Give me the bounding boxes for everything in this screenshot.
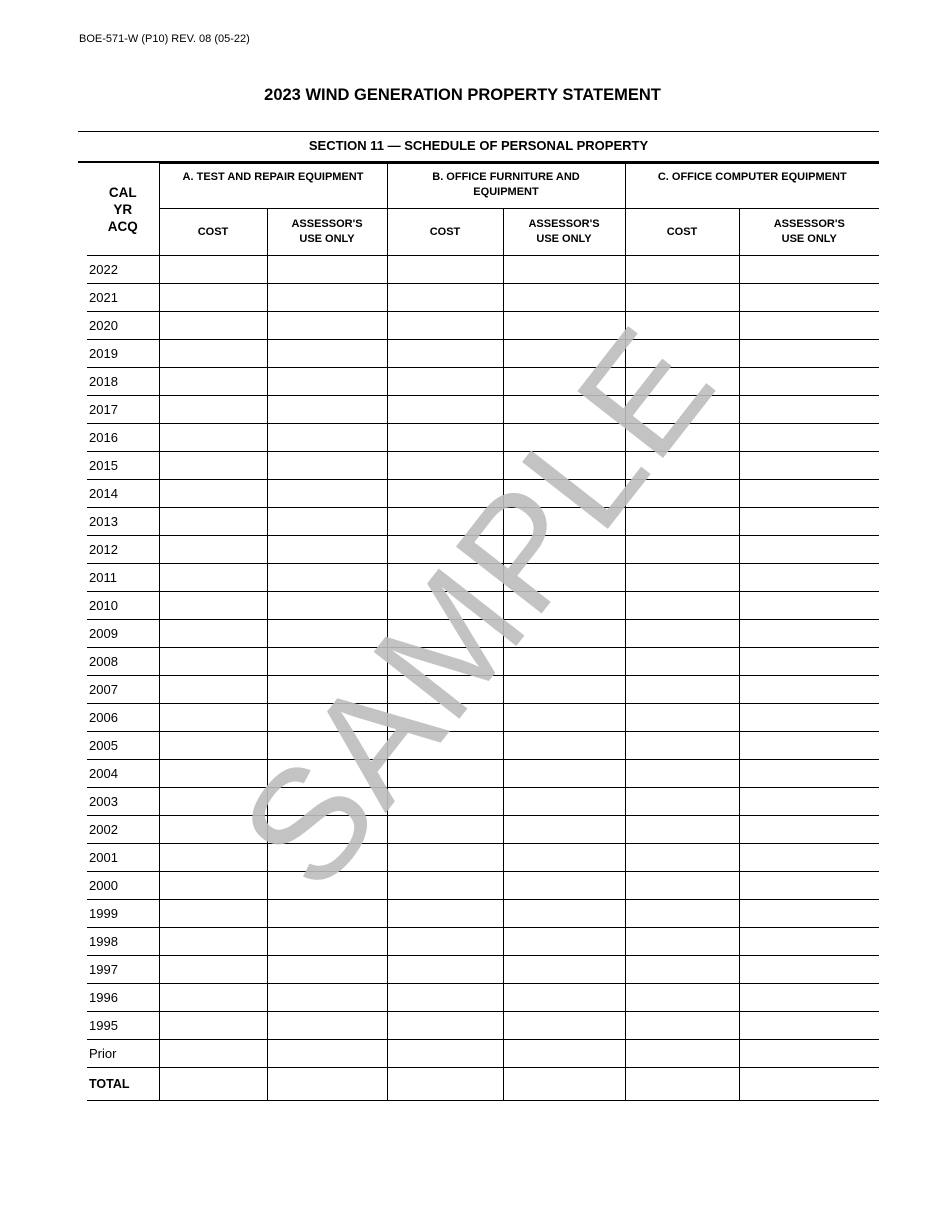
test-repair-cost-field[interactable] xyxy=(159,1040,267,1068)
table-row xyxy=(87,704,879,732)
test-repair-assessor-field[interactable] xyxy=(267,480,387,508)
office-computer-cost-field[interactable] xyxy=(625,900,739,928)
test-repair-cost-field[interactable] xyxy=(159,900,267,928)
test-repair-cost-field[interactable] xyxy=(159,564,267,592)
office-computer-assessor-field[interactable] xyxy=(739,620,879,648)
office-computer-cost-field[interactable] xyxy=(625,816,739,844)
test-repair-assessor-field[interactable] xyxy=(267,1068,387,1101)
test-repair-cost-field[interactable] xyxy=(159,424,267,452)
office-furniture-assessor-field[interactable] xyxy=(503,480,625,508)
office-computer-cost-field[interactable] xyxy=(625,1040,739,1068)
office-furniture-cost-field[interactable] xyxy=(387,1068,503,1101)
office-computer-cost-field[interactable] xyxy=(625,284,739,312)
test-repair-assessor-field[interactable] xyxy=(267,1012,387,1040)
test-repair-cost-field[interactable] xyxy=(159,844,267,872)
year-label: 1995 xyxy=(87,1012,159,1040)
test-repair-cost-field[interactable] xyxy=(159,480,267,508)
test-repair-assessor-field[interactable] xyxy=(267,340,387,368)
table-row xyxy=(87,928,879,956)
office-computer-assessor-field[interactable] xyxy=(739,648,879,676)
test-repair-cost-field[interactable] xyxy=(159,760,267,788)
office-computer-cost-field[interactable] xyxy=(625,1012,739,1040)
group-header-c: C. OFFICE COMPUTER EQUIPMENT xyxy=(625,164,879,209)
year-label: 2006 xyxy=(87,704,159,732)
office-computer-cost-field[interactable] xyxy=(625,760,739,788)
cal-yr-acq-header xyxy=(87,164,159,256)
table-row xyxy=(87,1040,879,1068)
test-repair-assessor-field[interactable] xyxy=(267,368,387,396)
cost-header: COST xyxy=(159,209,267,256)
office-computer-cost-field[interactable] xyxy=(625,984,739,1012)
test-repair-assessor-field[interactable] xyxy=(267,844,387,872)
office-furniture-cost-field[interactable] xyxy=(387,956,503,984)
office-computer-cost-field[interactable] xyxy=(625,508,739,536)
test-repair-cost-field[interactable] xyxy=(159,620,267,648)
office-furniture-assessor-field[interactable] xyxy=(503,760,625,788)
office-furniture-cost-field[interactable] xyxy=(387,312,503,340)
office-computer-assessor-field[interactable] xyxy=(739,872,879,900)
section-title: SECTION 11 — SCHEDULE OF PERSONAL PROPERTY xyxy=(308,138,649,153)
office-computer-assessor-field[interactable] xyxy=(739,312,879,340)
test-repair-assessor-field[interactable] xyxy=(267,620,387,648)
test-repair-cost-field[interactable] xyxy=(159,732,267,760)
office-furniture-assessor-field[interactable] xyxy=(503,452,625,480)
office-furniture-assessor-field[interactable] xyxy=(503,284,625,312)
office-furniture-assessor-field[interactable] xyxy=(503,536,625,564)
table-row xyxy=(87,508,879,536)
test-repair-cost-field[interactable] xyxy=(159,1068,267,1101)
office-furniture-cost-field[interactable] xyxy=(387,844,503,872)
test-repair-assessor-field[interactable] xyxy=(267,788,387,816)
year-label: 1999 xyxy=(87,900,159,928)
office-computer-cost-field[interactable] xyxy=(625,256,739,284)
office-furniture-assessor-field[interactable] xyxy=(503,256,625,284)
office-furniture-assessor-field[interactable] xyxy=(503,732,625,760)
test-repair-assessor-field[interactable] xyxy=(267,564,387,592)
table-row xyxy=(87,956,879,984)
office-computer-assessor-field[interactable] xyxy=(739,480,879,508)
office-furniture-assessor-field[interactable] xyxy=(503,368,625,396)
office-computer-assessor-field[interactable] xyxy=(739,984,879,1012)
office-furniture-cost-field[interactable] xyxy=(387,676,503,704)
year-label: 2016 xyxy=(87,424,159,452)
office-computer-assessor-field[interactable] xyxy=(739,676,879,704)
office-furniture-assessor-field[interactable] xyxy=(503,1040,625,1068)
table-row xyxy=(87,424,879,452)
office-computer-assessor-field[interactable] xyxy=(739,816,879,844)
office-computer-cost-field[interactable] xyxy=(625,536,739,564)
office-computer-assessor-field[interactable] xyxy=(739,592,879,620)
office-furniture-assessor-field[interactable] xyxy=(503,816,625,844)
table-row xyxy=(87,1012,879,1040)
sample-watermark: SAMPLE xyxy=(207,296,748,920)
office-furniture-cost-field[interactable] xyxy=(387,452,503,480)
year-label: 1998 xyxy=(87,928,159,956)
office-computer-cost-field[interactable] xyxy=(625,732,739,760)
divider xyxy=(78,131,879,132)
table-row xyxy=(87,816,879,844)
table-row xyxy=(87,284,879,312)
test-repair-assessor-field[interactable] xyxy=(267,312,387,340)
office-computer-cost-field[interactable] xyxy=(625,396,739,424)
office-furniture-cost-field[interactable] xyxy=(387,1012,503,1040)
year-label: Prior xyxy=(87,1040,159,1068)
year-label: 2003 xyxy=(87,788,159,816)
office-computer-assessor-field[interactable] xyxy=(739,1068,879,1101)
test-repair-cost-field[interactable] xyxy=(159,1012,267,1040)
office-furniture-assessor-field[interactable] xyxy=(503,844,625,872)
office-furniture-cost-field[interactable] xyxy=(387,592,503,620)
year-label: 2000 xyxy=(87,872,159,900)
office-computer-cost-field[interactable] xyxy=(625,648,739,676)
year-label: 2001 xyxy=(87,844,159,872)
group-header-b: B. OFFICE FURNITURE AND EQUIPMENT xyxy=(387,164,625,209)
table-row xyxy=(87,872,879,900)
table-row xyxy=(87,984,879,1012)
test-repair-assessor-field[interactable] xyxy=(267,676,387,704)
table-row xyxy=(87,1068,879,1101)
table-row xyxy=(87,480,879,508)
test-repair-assessor-field[interactable] xyxy=(267,536,387,564)
test-repair-cost-field[interactable] xyxy=(159,340,267,368)
test-repair-cost-field[interactable] xyxy=(159,704,267,732)
office-computer-assessor-field[interactable] xyxy=(739,1012,879,1040)
test-repair-cost-field[interactable] xyxy=(159,368,267,396)
test-repair-assessor-field[interactable] xyxy=(267,1040,387,1068)
office-computer-cost-field[interactable] xyxy=(625,1068,739,1101)
header-line: USE ONLY xyxy=(299,233,355,245)
header-line: CAL xyxy=(108,184,137,200)
table-row xyxy=(87,620,879,648)
year-label: 2004 xyxy=(87,760,159,788)
table-row xyxy=(87,900,879,928)
office-computer-cost-field[interactable] xyxy=(625,480,739,508)
office-furniture-assessor-field[interactable] xyxy=(503,564,625,592)
test-repair-assessor-field[interactable] xyxy=(267,956,387,984)
year-label: 2002 xyxy=(87,816,159,844)
year-label: 1996 xyxy=(87,984,159,1012)
office-furniture-cost-field[interactable] xyxy=(387,396,503,424)
year-label: 2007 xyxy=(87,676,159,704)
assessor-use-only-header xyxy=(267,209,387,256)
test-repair-cost-field[interactable] xyxy=(159,676,267,704)
office-furniture-cost-field[interactable] xyxy=(387,704,503,732)
table-row xyxy=(87,340,879,368)
test-repair-assessor-field[interactable] xyxy=(267,284,387,312)
office-furniture-cost-field[interactable] xyxy=(387,620,503,648)
year-label: 1997 xyxy=(87,956,159,984)
group-header-a: A. TEST AND REPAIR EQUIPMENT xyxy=(159,164,387,209)
table-row xyxy=(87,676,879,704)
year-label: 2012 xyxy=(87,536,159,564)
table-row xyxy=(87,844,879,872)
office-furniture-assessor-field[interactable] xyxy=(503,648,625,676)
office-furniture-assessor-field[interactable] xyxy=(503,928,625,956)
cost-header: COST xyxy=(387,209,503,256)
office-computer-assessor-field[interactable] xyxy=(739,508,879,536)
test-repair-cost-field[interactable] xyxy=(159,284,267,312)
office-furniture-assessor-field[interactable] xyxy=(503,620,625,648)
office-furniture-assessor-field[interactable] xyxy=(503,872,625,900)
header-line: ACQ xyxy=(107,218,138,234)
year-label: 2008 xyxy=(87,648,159,676)
office-computer-assessor-field[interactable] xyxy=(739,704,879,732)
office-furniture-assessor-field[interactable] xyxy=(503,956,625,984)
office-furniture-cost-field[interactable] xyxy=(387,984,503,1012)
office-furniture-cost-field[interactable] xyxy=(387,788,503,816)
office-computer-cost-field[interactable] xyxy=(625,424,739,452)
office-furniture-assessor-field[interactable] xyxy=(503,676,625,704)
test-repair-cost-field[interactable] xyxy=(159,816,267,844)
table-row xyxy=(87,760,879,788)
office-furniture-cost-field[interactable] xyxy=(387,816,503,844)
form-number: BOE-571-W (P10) REV. 08 (05-22) xyxy=(79,33,250,45)
office-computer-assessor-field[interactable] xyxy=(739,340,879,368)
year-label: 2013 xyxy=(87,508,159,536)
table-row xyxy=(87,312,879,340)
year-label: 2022 xyxy=(87,256,159,284)
office-computer-cost-field[interactable] xyxy=(625,844,739,872)
office-furniture-cost-field[interactable] xyxy=(387,536,503,564)
year-label: 2020 xyxy=(87,312,159,340)
office-computer-cost-field[interactable] xyxy=(625,312,739,340)
office-furniture-cost-field[interactable] xyxy=(387,732,503,760)
test-repair-cost-field[interactable] xyxy=(159,452,267,480)
table-row xyxy=(87,536,879,564)
year-label: 2021 xyxy=(87,284,159,312)
office-furniture-cost-field[interactable] xyxy=(387,340,503,368)
table-row xyxy=(87,592,879,620)
office-computer-assessor-field[interactable] xyxy=(739,284,879,312)
office-furniture-cost-field[interactable] xyxy=(387,760,503,788)
office-furniture-assessor-field[interactable] xyxy=(503,508,625,536)
office-computer-cost-field[interactable] xyxy=(625,452,739,480)
header-line: ASSESSOR'S xyxy=(773,218,845,230)
office-computer-assessor-field[interactable] xyxy=(739,1040,879,1068)
test-repair-cost-field[interactable] xyxy=(159,592,267,620)
test-repair-cost-field[interactable] xyxy=(159,984,267,1012)
office-furniture-assessor-field[interactable] xyxy=(503,340,625,368)
test-repair-cost-field[interactable] xyxy=(159,396,267,424)
test-repair-assessor-field[interactable] xyxy=(267,704,387,732)
office-furniture-cost-field[interactable] xyxy=(387,900,503,928)
test-repair-assessor-field[interactable] xyxy=(267,816,387,844)
office-computer-cost-field[interactable] xyxy=(625,564,739,592)
office-computer-cost-field[interactable] xyxy=(625,340,739,368)
test-repair-cost-field[interactable] xyxy=(159,508,267,536)
schedule-table xyxy=(87,163,879,1101)
year-label: 2019 xyxy=(87,340,159,368)
test-repair-cost-field[interactable] xyxy=(159,256,267,284)
table-row xyxy=(87,256,879,284)
table-row xyxy=(87,732,879,760)
office-furniture-cost-field[interactable] xyxy=(387,256,503,284)
office-computer-cost-field[interactable] xyxy=(625,620,739,648)
test-repair-assessor-field[interactable] xyxy=(267,900,387,928)
year-label: 2010 xyxy=(87,592,159,620)
year-label: 2009 xyxy=(87,620,159,648)
office-furniture-assessor-field[interactable] xyxy=(503,312,625,340)
office-computer-cost-field[interactable] xyxy=(625,704,739,732)
office-computer-cost-field[interactable] xyxy=(625,592,739,620)
test-repair-cost-field[interactable] xyxy=(159,648,267,676)
office-computer-assessor-field[interactable] xyxy=(739,844,879,872)
office-computer-assessor-field[interactable] xyxy=(739,928,879,956)
test-repair-assessor-field[interactable] xyxy=(267,872,387,900)
test-repair-assessor-field[interactable] xyxy=(267,760,387,788)
office-computer-assessor-field[interactable] xyxy=(739,900,879,928)
test-repair-assessor-field[interactable] xyxy=(267,256,387,284)
year-label: 2005 xyxy=(87,732,159,760)
test-repair-assessor-field[interactable] xyxy=(267,424,387,452)
header-line: USE ONLY xyxy=(781,233,837,245)
office-computer-assessor-field[interactable] xyxy=(739,956,879,984)
test-repair-assessor-field[interactable] xyxy=(267,592,387,620)
year-label: 2017 xyxy=(87,396,159,424)
year-label: 2018 xyxy=(87,368,159,396)
office-computer-assessor-field[interactable] xyxy=(739,452,879,480)
year-label: 2011 xyxy=(87,564,159,592)
office-furniture-assessor-field[interactable] xyxy=(503,396,625,424)
year-label: 2014 xyxy=(87,480,159,508)
test-repair-assessor-field[interactable] xyxy=(267,928,387,956)
page-title: 2023 WIND GENERATION PROPERTY STATEMENT xyxy=(264,86,661,104)
office-computer-assessor-field[interactable] xyxy=(739,368,879,396)
cost-header: COST xyxy=(625,209,739,256)
office-furniture-assessor-field[interactable] xyxy=(503,900,625,928)
test-repair-assessor-field[interactable] xyxy=(267,732,387,760)
office-furniture-cost-field[interactable] xyxy=(387,424,503,452)
assessor-use-only-header xyxy=(739,209,879,256)
test-repair-cost-field[interactable] xyxy=(159,956,267,984)
assessor-use-only-header xyxy=(503,209,625,256)
test-repair-cost-field[interactable] xyxy=(159,872,267,900)
test-repair-assessor-field[interactable] xyxy=(267,452,387,480)
office-furniture-cost-field[interactable] xyxy=(387,872,503,900)
office-computer-cost-field[interactable] xyxy=(625,368,739,396)
office-furniture-cost-field[interactable] xyxy=(387,1040,503,1068)
test-repair-cost-field[interactable] xyxy=(159,788,267,816)
office-computer-cost-field[interactable] xyxy=(625,872,739,900)
year-label: TOTAL xyxy=(87,1068,159,1101)
office-computer-assessor-field[interactable] xyxy=(739,536,879,564)
office-computer-cost-field[interactable] xyxy=(625,676,739,704)
table-row xyxy=(87,648,879,676)
office-computer-assessor-field[interactable] xyxy=(739,396,879,424)
office-computer-cost-field[interactable] xyxy=(625,928,739,956)
header-line: YR xyxy=(113,201,133,217)
office-computer-assessor-field[interactable] xyxy=(739,732,879,760)
header-line: ASSESSOR'S xyxy=(291,218,363,230)
office-computer-cost-field[interactable] xyxy=(625,956,739,984)
office-furniture-cost-field[interactable] xyxy=(387,508,503,536)
office-furniture-cost-field[interactable] xyxy=(387,284,503,312)
table-row xyxy=(87,788,879,816)
office-furniture-assessor-field[interactable] xyxy=(503,424,625,452)
test-repair-assessor-field[interactable] xyxy=(267,648,387,676)
office-computer-assessor-field[interactable] xyxy=(739,564,879,592)
header-line: ASSESSOR'S xyxy=(528,218,600,230)
test-repair-cost-field[interactable] xyxy=(159,536,267,564)
header-line: USE ONLY xyxy=(536,233,592,245)
table-row xyxy=(87,396,879,424)
test-repair-assessor-field[interactable] xyxy=(267,508,387,536)
office-furniture-assessor-field[interactable] xyxy=(503,788,625,816)
office-computer-assessor-field[interactable] xyxy=(739,424,879,452)
office-furniture-assessor-field[interactable] xyxy=(503,1068,625,1101)
office-furniture-cost-field[interactable] xyxy=(387,928,503,956)
office-computer-assessor-field[interactable] xyxy=(739,256,879,284)
office-furniture-assessor-field[interactable] xyxy=(503,704,625,732)
office-furniture-cost-field[interactable] xyxy=(387,564,503,592)
office-computer-assessor-field[interactable] xyxy=(739,760,879,788)
office-furniture-cost-field[interactable] xyxy=(387,368,503,396)
office-furniture-assessor-field[interactable] xyxy=(503,592,625,620)
office-computer-cost-field[interactable] xyxy=(625,788,739,816)
table-row xyxy=(87,368,879,396)
test-repair-cost-field[interactable] xyxy=(159,312,267,340)
test-repair-assessor-field[interactable] xyxy=(267,396,387,424)
office-computer-assessor-field[interactable] xyxy=(739,788,879,816)
table-row xyxy=(87,564,879,592)
office-furniture-assessor-field[interactable] xyxy=(503,984,625,1012)
office-furniture-cost-field[interactable] xyxy=(387,480,503,508)
test-repair-cost-field[interactable] xyxy=(159,928,267,956)
office-furniture-assessor-field[interactable] xyxy=(503,1012,625,1040)
office-furniture-cost-field[interactable] xyxy=(387,648,503,676)
table-row xyxy=(87,452,879,480)
year-label: 2015 xyxy=(87,452,159,480)
test-repair-assessor-field[interactable] xyxy=(267,984,387,1012)
